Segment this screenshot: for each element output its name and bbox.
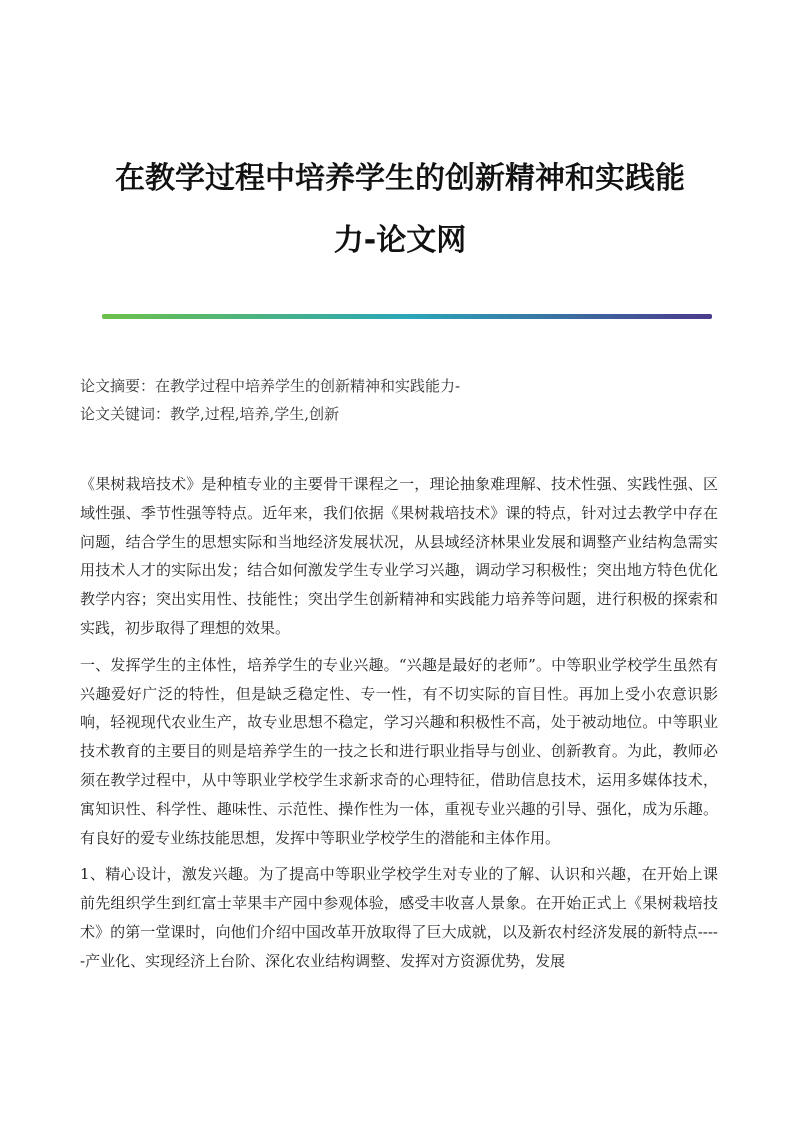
abstract-line: 论文摘要：在教学过程中培养学生的创新精神和实践能力- — [80, 377, 461, 395]
title-line-1: 在教学过程中培养学生的创新精神和实践能 — [115, 161, 685, 196]
title-divider — [102, 314, 712, 319]
paragraph-intro: 《果树栽培技术》是种植专业的主要骨干课程之一，理论抽象难理解、技术性强、实践性强、区域性强、季节性强等特点。近年来，我们依据《果树栽培技术》课的特点，针对过去教学中存在问题，结合学生的思想实际和当地经济发展状况，从县域经济林果业发展和调整产业结构急需实用技术人才的实际出发；结合如何激发学生专业学习兴趣，调动学习积极性；突出地方特色优化教学内容；突出实用性、技能性；突出学生创新精神和实践能力培养等问题，进行积极的探索和实践，初步取得了理想的效果。 — [80, 475, 718, 637]
page-title — [70, 148, 730, 272]
paragraph-item-1: 1、精心设计，激发兴趣。为了提高中等职业学校学生对专业的了解、认识和兴趣，在开始上课前先组织学生到红富士苹果丰产园中参观体验，感受丰收喜人景象。在开始正式上《果树栽培技术》的第一堂课时，向他们介绍中国改革开放取得了巨大成就，以及新农村经济发展的新特点-----产业化、实现经济上台阶、深化农业结构调整、发挥对方资源优势，发展 — [80, 865, 718, 970]
paragraph-section-1: 一、发挥学生的主体性，培养学生的专业兴趣。“兴趣是最好的老师”。中等职业学校学生虽然有兴趣爱好广泛的特性，但是缺乏稳定性、专一性，有不切实际的盲目性。再加上受小农意识影响，轻视现代农业生产，故专业思想不稳定，学习兴趣和积极性不高，处于被动地位。中等职业技术教育的主要目的则是培养学生的一技之长和进行职业指导与创业、创新教育。为此，教师必须在教学过程中，从中等职业学校学生求新求奇的心理特征，借助信息技术，运用多媒体技术，寓知识性、科学性、趣味性、示范性、操作性为一体，重视专业兴趣的引导、强化，成为乐趣。有良好的爱专业练技能思想，发挥中等职业学校学生的潜能和主体作用。 — [80, 655, 718, 847]
article-body — [80, 470, 718, 984]
article-meta — [80, 372, 720, 428]
title-line-2: 力-论文网 — [333, 223, 467, 258]
keywords-line: 论文关键词：教学,过程,培养,学生,创新 — [80, 405, 340, 423]
